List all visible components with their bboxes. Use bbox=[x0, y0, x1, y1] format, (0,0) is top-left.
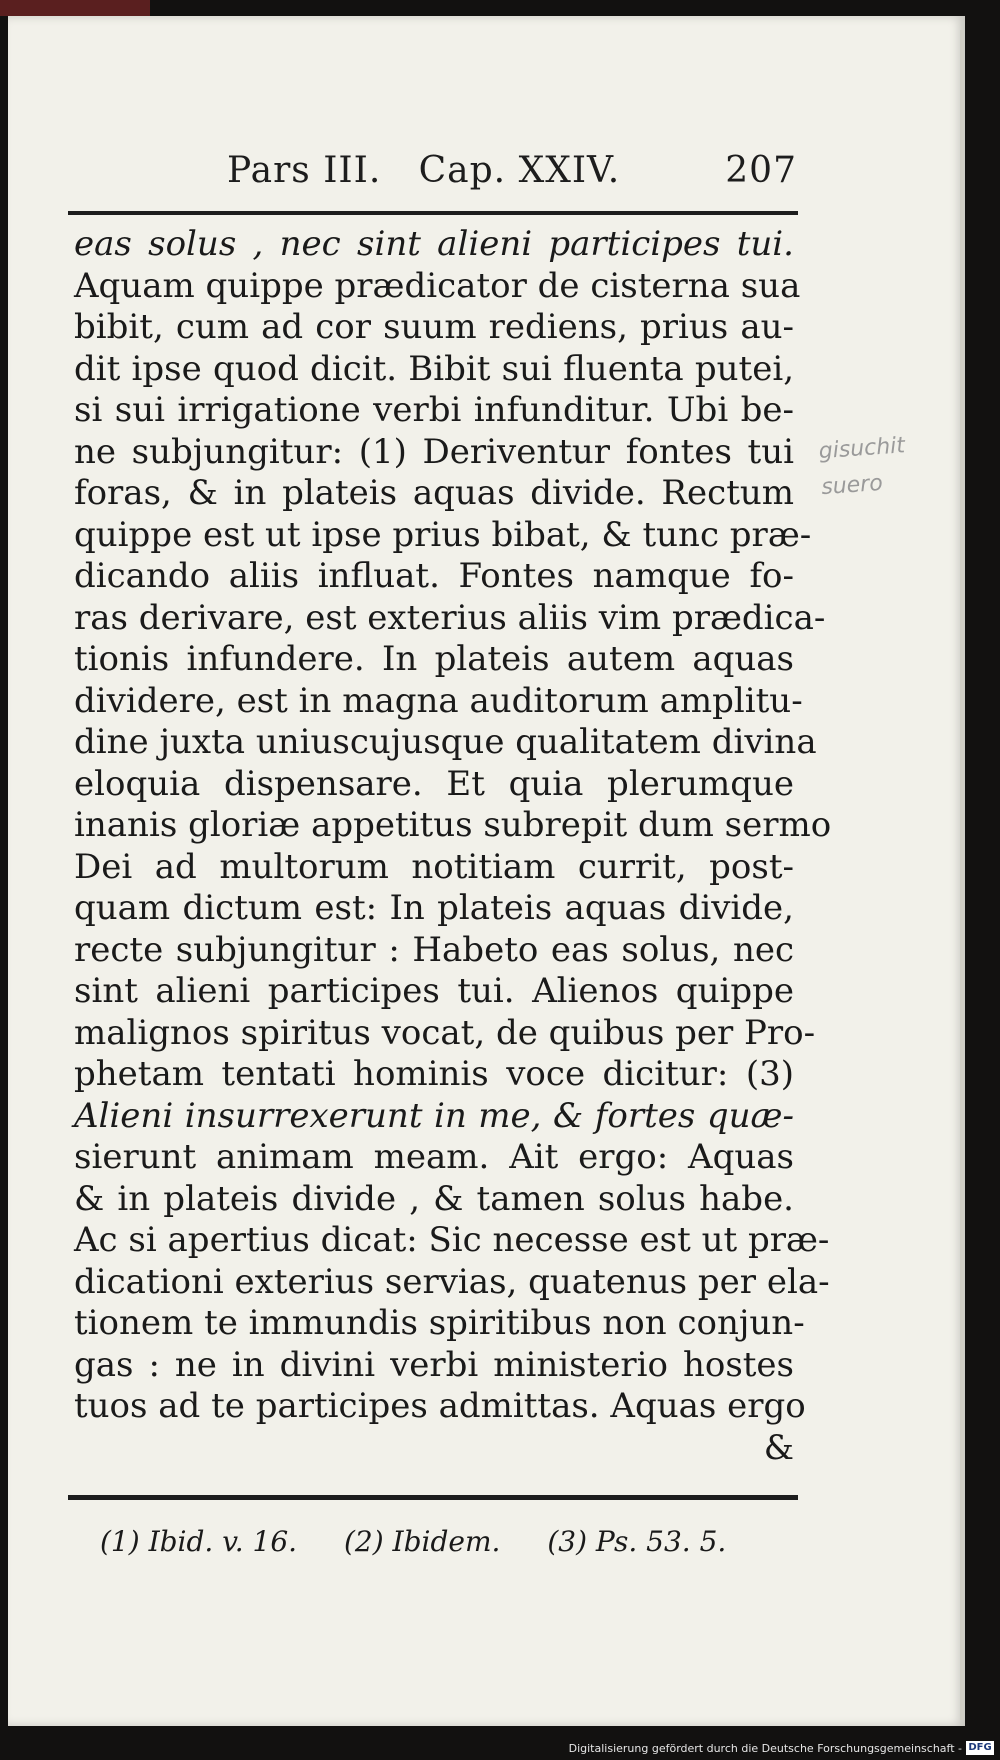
digitization-credit: Digitalisierung gefördert durch die Deutsche Forschungsgemeinschaft - bbox=[568, 1742, 962, 1755]
text-line: quippe est ut ipse prius bibat, & tunc præ- bbox=[74, 514, 812, 555]
text-line: ne subjungitur: (1) Deriventur fontes tui bbox=[74, 431, 794, 472]
text-line: sint alieni participes tui. Alienos quippe bbox=[74, 971, 794, 1011]
footnote-2: (2) Ibidem. bbox=[343, 1525, 501, 1558]
text-line: eloquia dispensare. Et quia plerumque bbox=[74, 763, 794, 804]
text-line: dividere, est in magna auditorum amplitu- bbox=[74, 680, 803, 721]
text-line: inanis gloriæ appetitus subrepit dum sermo bbox=[74, 805, 832, 845]
dfg-logo: DFG bbox=[966, 1741, 994, 1755]
header-rule bbox=[68, 211, 798, 215]
text-line: bibit, cum ad cor suum rediens, prius au- bbox=[74, 307, 794, 347]
footnote-rule bbox=[68, 1495, 798, 1500]
text-line: si sui irrigatione verbi infunditur. Ubi be- bbox=[74, 390, 794, 430]
text-line: eas solus , nec sint alieni participes tui. bbox=[74, 224, 794, 264]
running-title: Pars III. Cap. XXIV. bbox=[227, 150, 621, 191]
text-line: tionem te immundis spiritibus non conjun- bbox=[74, 1303, 805, 1343]
footnote-3: (3) Ps. 53. 5. bbox=[547, 1525, 727, 1558]
page-edge bbox=[960, 30, 964, 1720]
text-line: ras derivare, est exterius aliis vim prædica- bbox=[74, 597, 826, 638]
text-line: dicando aliis influat. Fontes namque fo- bbox=[74, 556, 794, 596]
text-line: malignos spiritus vocat, de quibus per Pro- bbox=[74, 1012, 816, 1053]
text-line: dicationi exterius servias, quatenus per ela- bbox=[74, 1261, 830, 1302]
text-line: recte subjungitur : Habeto eas solus, nec bbox=[74, 929, 794, 970]
text-line: gas : ne in divini verbi ministerio hostes bbox=[74, 1344, 794, 1385]
text-line: tuos ad te participes admittas. Aquas ergo bbox=[74, 1386, 806, 1426]
footnotes bbox=[100, 1525, 780, 1558]
handwritten-marginalia bbox=[818, 426, 943, 506]
text-line: Alieni insurrexerunt in me, & fortes quæ- bbox=[74, 1095, 794, 1136]
text-line: tionis infundere. In plateis autem aquas bbox=[74, 639, 794, 679]
body-text bbox=[74, 224, 832, 1469]
text-line: sierunt animam meam. Ait ergo: Aquas bbox=[74, 1137, 794, 1177]
text-line: & in plateis divide , & tamen solus habe. bbox=[74, 1178, 794, 1219]
book-spine-edge bbox=[0, 0, 150, 16]
text-line: Aquam quippe prædicator de cisterna sua bbox=[74, 265, 801, 306]
marginalia-line: gisuchit bbox=[817, 433, 906, 465]
footnote-1: (1) Ibid. v. 16. bbox=[100, 1525, 298, 1558]
text-line: & bbox=[763, 1427, 794, 1468]
text-line: Ac si apertius dicat: Sic necesse est ut præ- bbox=[74, 1220, 830, 1260]
running-header bbox=[227, 150, 797, 194]
text-line: foras, & in plateis aquas divide. Rectum bbox=[74, 473, 794, 513]
text-line: dit ipse quod dicit. Bibit sui fluenta putei, bbox=[74, 348, 794, 389]
text-line: Dei ad multorum notitiam currit, post- bbox=[74, 846, 794, 887]
marginalia-line: suero bbox=[820, 470, 884, 501]
text-line: phetam tentati hominis voce dicitur: (3) bbox=[74, 1054, 794, 1094]
text-line: dine juxta uniuscujusque qualitatem divina bbox=[74, 722, 817, 762]
page-number: 207 bbox=[725, 150, 797, 191]
text-line: quam dictum est: In plateis aquas divide, bbox=[74, 888, 794, 928]
